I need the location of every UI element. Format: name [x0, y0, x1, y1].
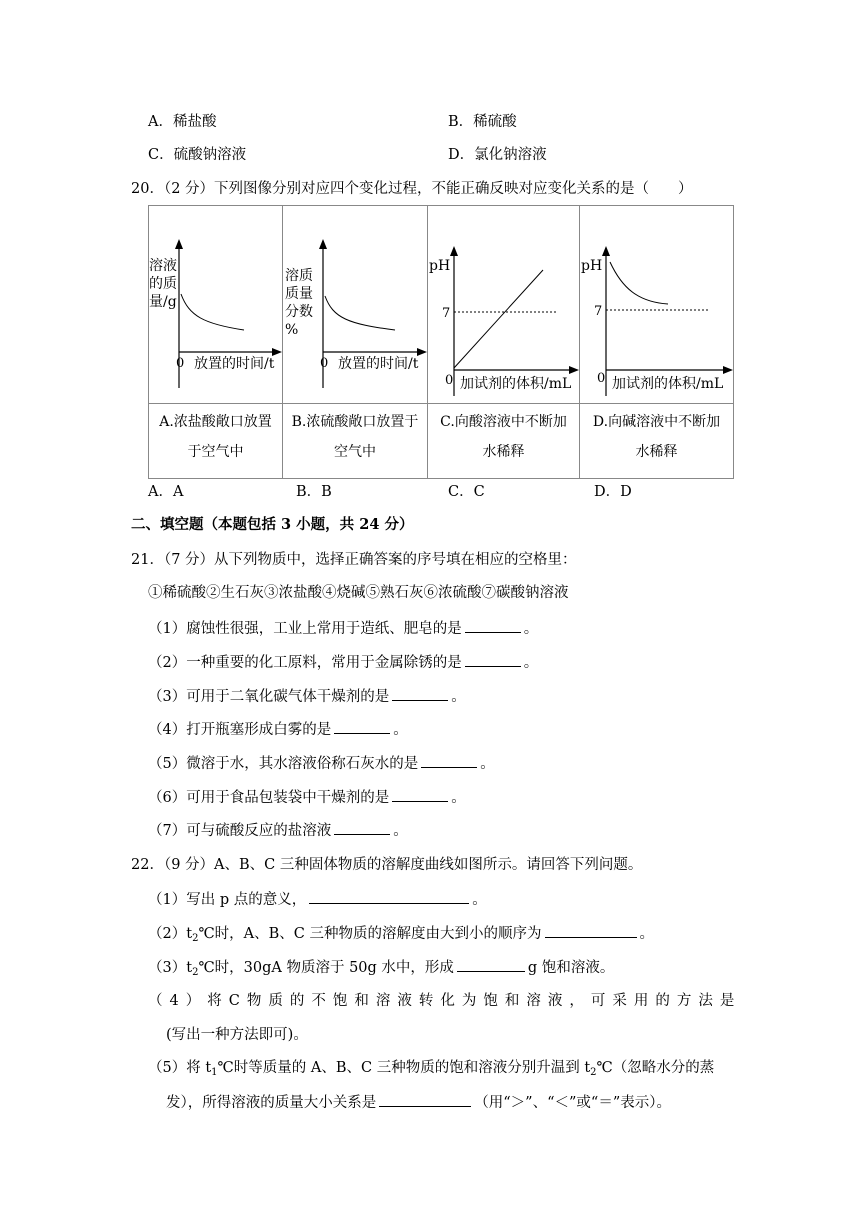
graph-b-origin: 0: [320, 356, 329, 371]
answer-blank[interactable]: [334, 820, 390, 835]
graph-b-ylabel-1: 溶质: [285, 268, 313, 284]
graph-a-ylabel-1: 溶液: [149, 258, 177, 274]
graph-c-xlabel: 加试剂的体积/mL: [460, 376, 572, 392]
graph-d-ylabel: pH: [581, 258, 603, 274]
graph-c-ylabel: pH: [429, 258, 451, 274]
answer-blank[interactable]: [309, 889, 469, 904]
q22-item-4-line1: （4）将C物质的不饱和溶液转化为饱和溶液，可采用的方法是: [148, 993, 742, 1009]
graph-a-ylabel-2: 的质: [149, 276, 177, 292]
graph-d: [580, 206, 733, 399]
graph-d-mark: 7: [594, 304, 603, 319]
graph-c-origin: 0: [445, 373, 454, 388]
q20-graph-table: [148, 205, 734, 479]
graph-b-cell: [283, 206, 428, 404]
graph-d-origin: 0: [597, 371, 606, 386]
q20-stem: 20．（2 分）下列图像分别对应四个变化过程，不能正确反映对应变化关系的是（ ）: [131, 181, 693, 197]
q19-option-d: D．氯化钠溶液: [448, 147, 547, 163]
q22-item-5-line1: （5）将 $t_1℃$时等质量的 A、B、C 三种物质的饱和溶液分别升温到 $t_2℃$（忽略水分的蒸: [148, 1060, 715, 1078]
q20-option-a: A．A: [148, 484, 184, 500]
q19-option-b: B．稀硫酸: [448, 114, 517, 130]
graph-a-ylabel-3: 量/g: [149, 294, 177, 310]
answer-blank[interactable]: [392, 686, 448, 701]
graph-c-mark: 7: [442, 306, 451, 321]
q19-option-a: A．稀盐酸: [148, 114, 217, 130]
q20-option-b: B．B: [296, 484, 332, 500]
answer-blank[interactable]: [334, 719, 390, 734]
q22-item-1: （1）写出 p 点的意义， 。: [148, 889, 487, 910]
graph-b-xlabel: 放置的时间/t: [338, 356, 419, 372]
q19-option-c: C．硫酸钠溶液: [148, 147, 247, 163]
answer-blank[interactable]: [379, 1092, 471, 1107]
q20-option-d: D．D: [594, 484, 632, 500]
q22-item-5-line2: 发），所得溶液的质量大小关系是 （用“＞”、“＜”或“＝”表示）。: [166, 1092, 671, 1113]
graph-a-xlabel: 放置的时间/t: [194, 356, 275, 372]
q22-item-2: $(2)t_2℃$时，A、B、C 三种物质的溶解度由大到小的顺序为 。: [148, 923, 654, 949]
q21-substances: ①稀硫酸②生石灰③浓盐酸④烧碱⑤熟石灰⑥浓硫酸⑦碳酸钠溶液: [148, 585, 569, 601]
answer-blank[interactable]: [465, 652, 521, 667]
graph-c: [428, 206, 579, 399]
q21-item-1: （1）腐蚀性很强，工业上常用于造纸、肥皂的是 。: [148, 618, 538, 639]
q22-item-4-line2: (写出一种方法即可)。: [166, 1027, 308, 1043]
q21-item-5: （5）微溶于水，其水溶液俗称石灰水的是 。: [148, 753, 495, 774]
caption-b: B.浓硫酸敞口放置于 空气中: [283, 404, 428, 479]
graph-b-ylabel-2: 质量: [285, 286, 313, 302]
graph-c-cell: [428, 206, 580, 404]
q21-item-3: （3）可用于二氧化碳气体干燥剂的是 。: [148, 686, 466, 707]
caption-d: D.向碱溶液中不断加 水稀释: [580, 404, 734, 479]
q22-stem: 22．（9 分）A、B、C 三种固体物质的溶解度曲线如图所示。请回答下列问题。: [131, 857, 643, 873]
graph-a: [149, 206, 282, 399]
graph-d-xlabel: 加试剂的体积/mL: [612, 376, 724, 392]
graph-b: [283, 206, 427, 399]
q20-option-c: C．C: [448, 484, 485, 500]
q21-item-6: （6）可用于食品包装袋中干燥剂的是 。: [148, 787, 466, 808]
graph-b-ylabel-4: %: [285, 322, 299, 338]
q21-item-4: （4）打开瓶塞形成白雾的是 。: [148, 719, 408, 740]
answer-blank[interactable]: [392, 787, 448, 802]
q21-item-2: （2）一种重要的化工原料，常用于金属除锈的是 。: [148, 652, 538, 673]
answer-blank[interactable]: [545, 923, 637, 938]
q22-item-3: $(3)t_2℃$时，30gA 物质溶于 50g 水中，形成 g 饱和溶液。: [148, 957, 614, 983]
graph-a-origin: 0: [176, 356, 185, 371]
caption-a: A.浓盐酸敞口放置 于空气中: [149, 404, 283, 479]
caption-c: C.向酸溶液中不断加 水稀释: [428, 404, 580, 479]
graph-a-cell: [149, 206, 283, 404]
q21-stem: 21．（7 分）从下列物质中，选择正确答案的序号填在相应的空格里：: [131, 552, 577, 568]
answer-blank[interactable]: [457, 957, 525, 972]
answer-blank[interactable]: [465, 618, 521, 633]
answer-blank[interactable]: [421, 753, 477, 768]
graph-b-ylabel-3: 分数: [285, 304, 313, 320]
graph-d-cell: [580, 206, 734, 404]
section-title: 二、填空题（本题包括 3 小题，共 24 分）: [131, 516, 414, 533]
q21-item-7: （7）可与硫酸反应的盐溶液 。: [148, 820, 408, 841]
